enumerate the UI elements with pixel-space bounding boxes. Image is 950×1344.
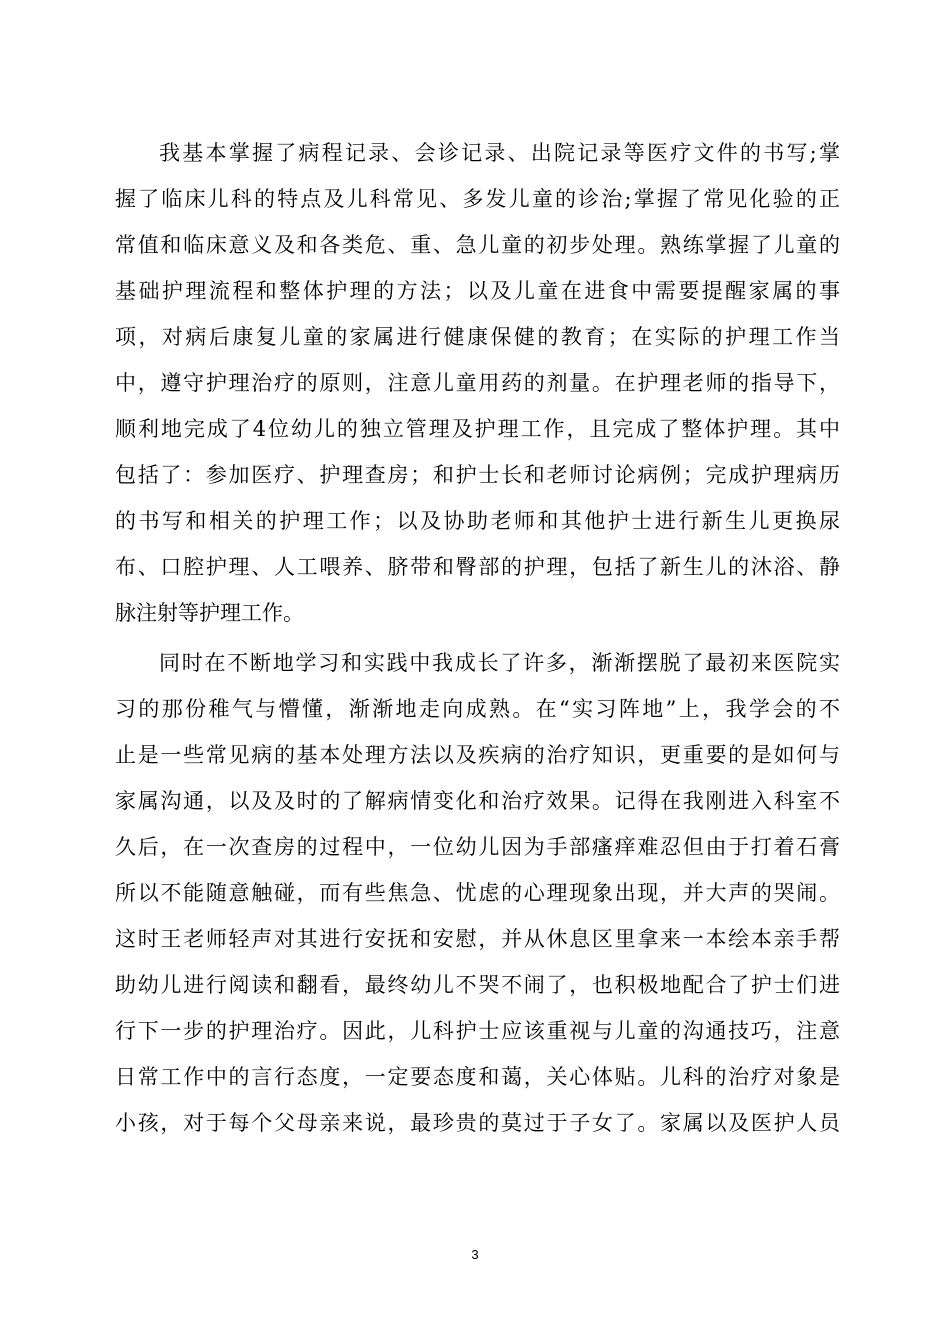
text-line: 同时在不断地学习和实践中我成长了许多，渐渐摆脱了最初来医院实 [159,651,840,675]
text-line: 包括了：参加医疗、护理查房；和护士长和老师讨论病例；完成护理病历 [115,463,840,487]
text-line: 的书写和相关的护理工作；以及协助老师和其他护士进行新生儿更换尿 [115,509,840,533]
paragraph-2 [115,640,840,1146]
text-line: 我基本掌握了病程记录、会诊记录、出院记录等医疗文件的书写;掌 [159,141,840,165]
text-line: 常值和临床意义及和各类危、重、急儿童的初步处理。熟练掌握了儿童的 [115,233,840,257]
text-line: 习的那份稚气与懵懂，渐渐地走向成熟。在“实习阵地”上，我学会的不 [115,697,840,721]
text-line: 日常工作中的言行态度，一定要态度和蔼，关心体贴。儿科的治疗对象是 [115,1065,840,1089]
text-line: 握了临床儿科的特点及儿科常见、多发儿童的诊治;掌握了常见化验的正 [115,187,840,211]
text-line: 项，对病后康复儿童的家属进行健康保健的教育；在实际的护理工作当 [115,325,840,349]
text-line: 行下一步的护理治疗。因此，儿科护士应该重视与儿童的沟通技巧，注意 [115,1019,840,1043]
text-line: 家属沟通，以及及时的了解病情变化和治疗效果。记得在我刚进入科室不 [115,789,840,813]
text-line: 中，遵守护理治疗的原则，注意儿童用药的剂量。在护理老师的指导下， [115,371,840,395]
text-line: 基础护理流程和整体护理的方法；以及儿童在进食中需要提醒家属的事 [115,279,840,303]
page-number: 3 [471,1247,479,1262]
text-line: 止是一些常见病的基本处理方法以及疾病的治疗知识，更重要的是如何与 [115,743,840,767]
text-line: 顺利地完成了4位幼儿的独立管理及护理工作，且完成了整体护理。其中 [115,417,840,441]
text-line: 久后，在一次查房的过程中，一位幼儿因为手部瘙痒难忍但由于打着石膏 [115,835,840,859]
paragraph-1 [115,130,840,636]
text-line: 布、口腔护理、人工喂养、脐带和臀部的护理，包括了新生儿的沐浴、静 [115,555,840,579]
text-line: 脉注射等护理工作。 [115,601,304,625]
text-line: 小孩，对于每个父母亲来说，最珍贵的莫过于子女了。家属以及医护人员 [115,1111,840,1135]
text-line: 这时王老师轻声对其进行安抚和安慰，并从休息区里拿来一本绘本亲手帮 [115,927,840,951]
text-line: 助幼儿进行阅读和翻看，最终幼儿不哭不闹了，也积极地配合了护士们进 [115,973,840,997]
text-line: 所以不能随意触碰，而有些焦急、忧虑的心理现象出现，并大声的哭闹。 [115,881,840,905]
body-text [115,130,840,1146]
